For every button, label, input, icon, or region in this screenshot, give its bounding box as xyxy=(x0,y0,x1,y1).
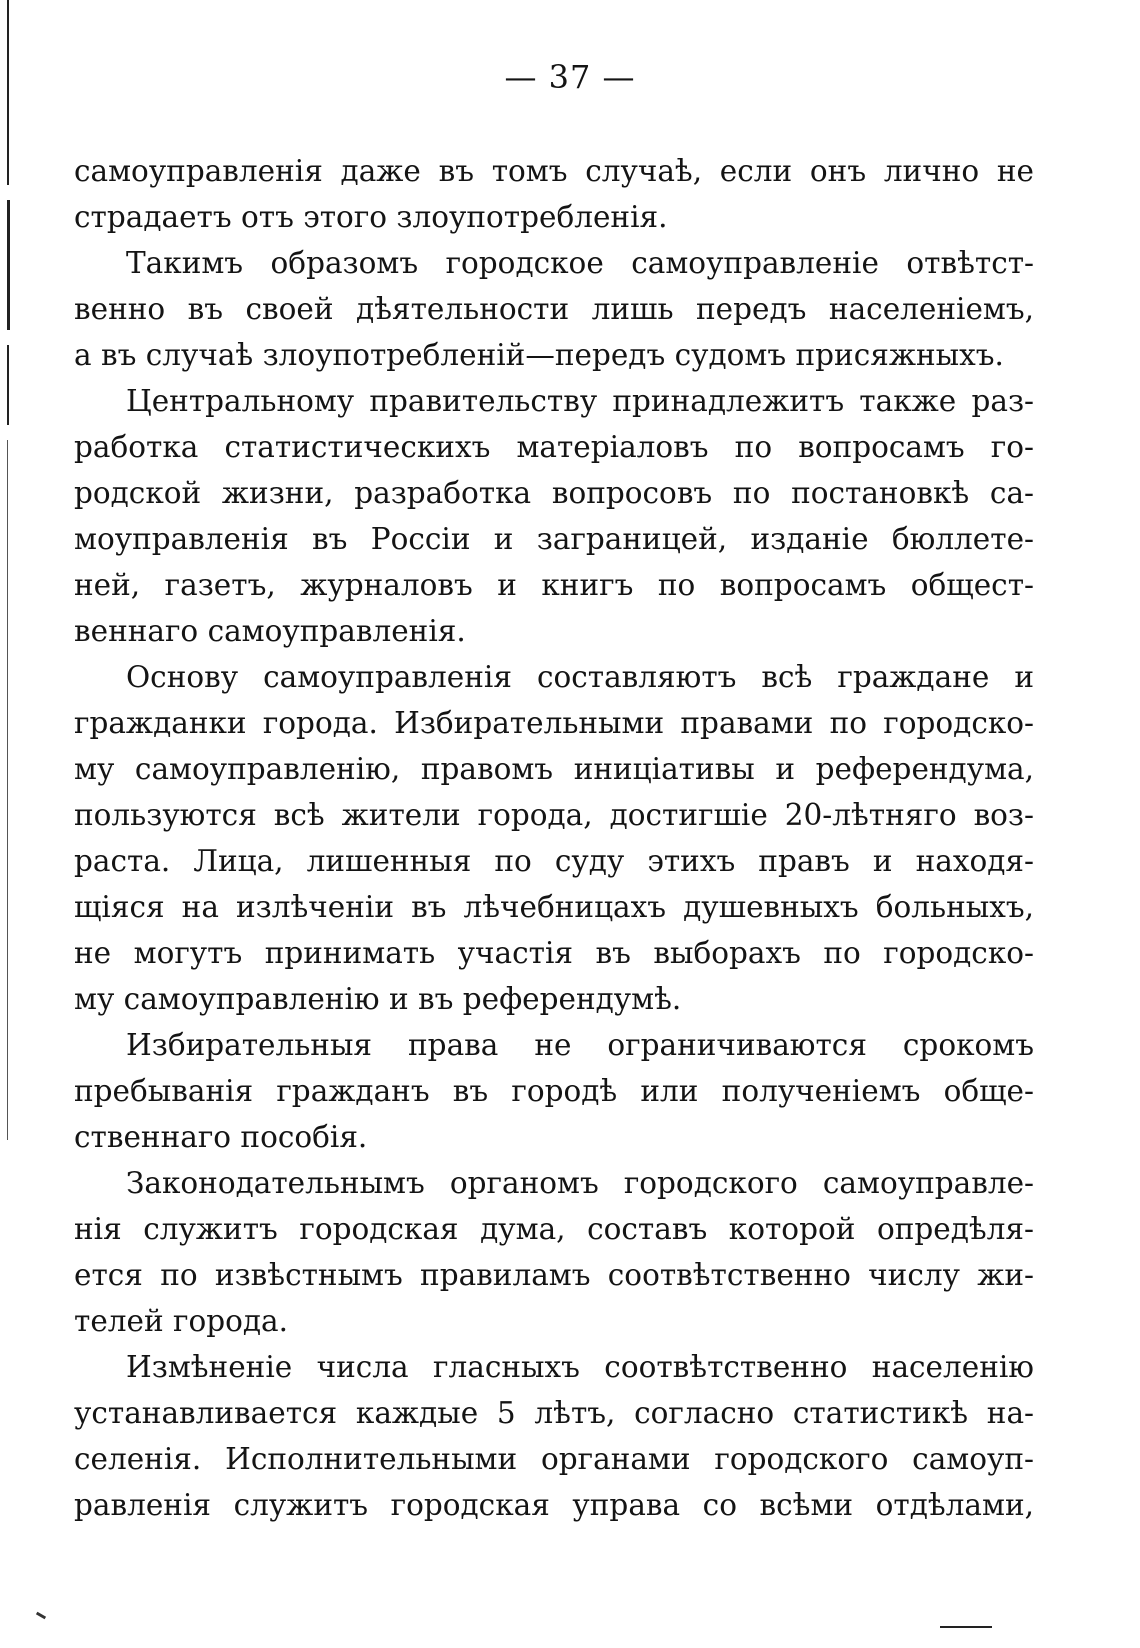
binding-edge-line xyxy=(7,200,10,330)
text-line: раста. Лица, лишенныя по суду этихъ правъ и находя- xyxy=(74,844,1034,878)
text-line: самоуправленія даже въ томъ случаѣ, если онъ лично не xyxy=(74,154,1034,188)
text-line: Измѣненіе числа гласныхъ соотвѣтственно населенію xyxy=(126,1350,1034,1384)
text-line: ственнаго пособія. xyxy=(74,1120,368,1154)
text-line: не могутъ принимать участія въ выборахъ по городско- xyxy=(74,936,1034,970)
text-line: равленія служитъ городская управа со всѣми отдѣлами, xyxy=(74,1488,1034,1522)
text-line: Законодательнымъ органомъ городского самоуправле- xyxy=(126,1166,1034,1200)
page-number: — 37 — xyxy=(504,58,636,96)
text-line: пребыванія гражданъ въ городѣ или полученіемъ обще- xyxy=(74,1074,1034,1108)
text-line: а въ случаѣ злоупотребленій—передъ судомъ присяжныхъ. xyxy=(74,338,1004,372)
text-line: ется по извѣстнымъ правиламъ соотвѣтственно числу жи- xyxy=(74,1258,1034,1292)
text-line: селенія. Исполнительными органами городского самоуп- xyxy=(74,1442,1034,1476)
footer-rule xyxy=(940,1626,992,1628)
text-line: щіяся на излѣченіи въ лѣчебницахъ душевныхъ больныхъ, xyxy=(74,890,1034,924)
text-line: пользуются всѣ жители города, достигшіе 20-лѣтняго воз- xyxy=(74,798,1034,832)
text-line: веннаго самоуправленія. xyxy=(74,614,466,648)
binding-edge-line xyxy=(7,345,9,425)
text-line: родской жизни, разработка вопросовъ по постановкѣ са- xyxy=(74,476,1034,510)
text-line: моуправленія въ Россіи и заграницей, изданіе бюллете- xyxy=(74,522,1034,556)
text-line: телей города. xyxy=(74,1304,289,1338)
text-line: ней, газетъ, журналовъ и книгъ по вопросамъ общест- xyxy=(74,568,1034,602)
text-line: венно въ своей дѣятельности лишь передъ населеніемъ, xyxy=(74,292,1034,326)
text-line: работка статистическихъ матеріаловъ по вопросамъ го- xyxy=(74,430,1034,464)
text-line: му самоуправленію и въ референдумѣ. xyxy=(74,982,682,1016)
binding-edge-line xyxy=(7,440,8,1140)
print-speck xyxy=(36,1612,46,1620)
text-line: му самоуправленію, правомъ иниціативы и референдума, xyxy=(74,752,1034,786)
body-text xyxy=(74,148,1034,1528)
text-line: страдаетъ отъ этого злоупотребленія. xyxy=(74,200,668,234)
text-line: Основу самоуправленія составляютъ всѣ граждане и xyxy=(126,660,1034,694)
text-line: Такимъ образомъ городское самоуправленіе отвѣтст- xyxy=(126,246,1034,280)
text-line: Центральному правительству принадлежитъ также раз- xyxy=(126,384,1034,418)
text-line: Избирательныя права не ограничиваются срокомъ xyxy=(126,1028,1034,1062)
text-line: гражданки города. Избирательными правами по городско- xyxy=(74,706,1034,740)
text-line: нія служитъ городская дума, составъ которой опредѣля- xyxy=(74,1212,1034,1246)
text-line: устанавливается каждые 5 лѣтъ, согласно статистикѣ на- xyxy=(74,1396,1034,1430)
